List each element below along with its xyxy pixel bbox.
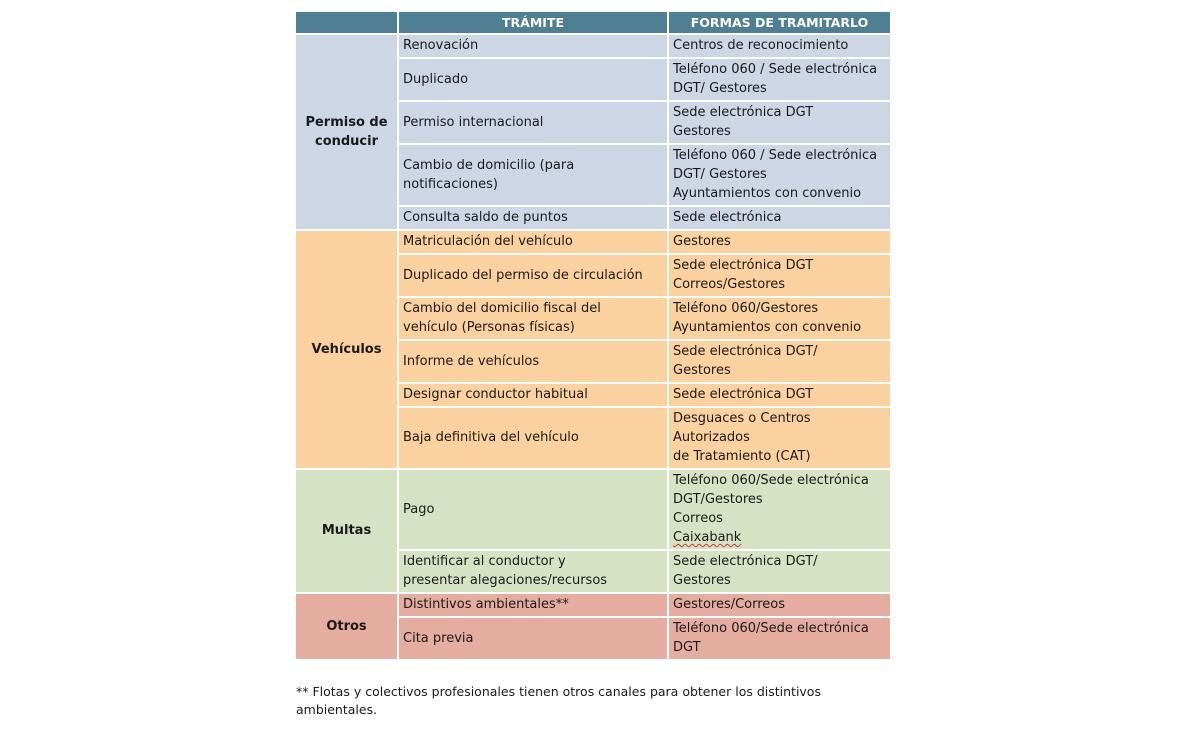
formas-line: Teléfono 060/Sede electrónica [673, 621, 869, 636]
tramite-cell [399, 594, 669, 618]
table-row [296, 470, 890, 551]
tramite-line: Pago [403, 501, 435, 517]
category-line: Permiso de [305, 114, 388, 130]
tramite-line: Baja definitiva del vehículo [403, 430, 579, 445]
formas-cell [669, 618, 890, 661]
header-category [296, 12, 399, 35]
tramite-cell [399, 145, 669, 207]
formas-cell [669, 255, 890, 298]
tramite-line: Consulta saldo de puntos [403, 210, 568, 225]
tramite-line: vehículo (Personas físicas) [403, 320, 575, 335]
tramite-cell [399, 298, 669, 341]
header-tramite: TRÁMITE [399, 12, 669, 35]
tramite-cell [399, 255, 669, 298]
tramite-line: Cambio de domicilio (para [403, 157, 575, 173]
category-line: Multas [321, 523, 372, 538]
formas-cell [669, 384, 890, 408]
formas-line: Autorizados [673, 430, 750, 445]
tramite-cell [399, 618, 669, 661]
tramite-line: Informe de vehículos [403, 353, 540, 369]
table-header-row [296, 12, 890, 35]
formas-cell [669, 102, 890, 145]
tramite-cell [399, 470, 669, 551]
tramite-line: notificaciones) [403, 176, 498, 192]
formas-line: Correos/Gestores [673, 277, 786, 292]
tramite-line: Renovación [403, 38, 479, 53]
formas-line: Sede electrónica DGT [673, 258, 814, 273]
formas-line: Sede electrónica DGT [673, 387, 814, 402]
tramite-cell [399, 102, 669, 145]
tramite-cell [399, 408, 669, 470]
tramite-line: Matriculación del vehículo [403, 234, 573, 249]
formas-line: de Tratamiento (CAT) [673, 449, 811, 464]
formas-cell [669, 408, 890, 470]
formas-line: Desguaces o Centros [673, 411, 811, 426]
formas-line: Gestores/Correos [673, 597, 786, 612]
formas-cell [669, 207, 890, 231]
formas-cell [669, 470, 890, 551]
formas-line: Ayuntamientos con convenio [673, 320, 862, 335]
tramite-line: Cambio del domicilio fiscal del [403, 301, 601, 316]
category-multas [296, 470, 399, 594]
table-row [296, 231, 890, 255]
tramites-table [296, 12, 890, 661]
formas-line: Gestores [673, 124, 731, 139]
tramite-line: presentar alegaciones/recursos [403, 573, 608, 588]
tramite-line: Designar conductor habitual [403, 387, 588, 402]
category-otros [296, 594, 399, 661]
formas-cell [669, 231, 890, 255]
formas-line: Teléfono 060 / Sede electrónica [673, 62, 878, 77]
formas-cell [669, 551, 890, 594]
formas-line: Gestores [673, 363, 731, 378]
tramite-cell [399, 59, 669, 102]
formas-cell [669, 341, 890, 384]
category-line: Otros [326, 618, 367, 634]
category-line: conducir [314, 133, 379, 149]
formas-line: Ayuntamientos con convenio [673, 186, 862, 201]
table-row [296, 35, 890, 59]
category-vehiculos [296, 231, 399, 470]
formas-line: Correos [673, 511, 723, 526]
category-line: Vehículos [311, 341, 382, 357]
formas-line: Teléfono 060/Gestores [673, 301, 819, 316]
tramite-cell [399, 35, 669, 59]
formas-line: Gestores [673, 234, 731, 249]
formas-line: Caixabank [673, 530, 742, 545]
formas-line: DGT/Gestores [673, 492, 763, 507]
tramite-line: Duplicado del permiso de circulación [403, 267, 643, 283]
formas-line: Teléfono 060/Sede electrónica [673, 473, 869, 488]
formas-cell [669, 145, 890, 207]
table-body [296, 35, 890, 661]
formas-line: DGT/ Gestores [673, 81, 767, 96]
formas-line: DGT/ Gestores [673, 167, 767, 182]
formas-line: Sede electrónica [673, 210, 782, 225]
formas-line: Teléfono 060 / Sede electrónica [673, 148, 878, 163]
tramite-line: Duplicado [403, 71, 469, 87]
tramite-line: Identificar al conductor y [403, 554, 566, 569]
formas-line: Sede electrónica DGT/ [673, 344, 818, 359]
formas-cell [669, 298, 890, 341]
footnote: ** Flotas y colectivos profesionales tienen otros canales para obtener los distintivos ambientales. [296, 684, 821, 717]
formas-cell [669, 59, 890, 102]
tramite-line: Permiso internacional [403, 114, 544, 130]
formas-line: DGT [673, 640, 701, 655]
tramite-cell [399, 231, 669, 255]
formas-cell [669, 35, 890, 59]
document [296, 12, 891, 719]
tramite-cell [399, 551, 669, 594]
tramite-line: Distintivos ambientales** [403, 597, 569, 612]
formas-line: Sede electrónica DGT [673, 105, 814, 120]
formas-cell [669, 594, 890, 618]
tramite-cell [399, 384, 669, 408]
header-formas: FORMAS DE TRAMITARLO [669, 12, 890, 35]
formas-line: Gestores [673, 573, 731, 588]
formas-line: Centros de reconocimiento [673, 38, 849, 53]
tramite-cell [399, 341, 669, 384]
tramite-line: Cita previa [403, 630, 474, 646]
category-permiso-de-conducir [296, 35, 399, 231]
tramite-cell [399, 207, 669, 231]
formas-line: Sede electrónica DGT/ [673, 554, 818, 569]
table-row [296, 594, 890, 618]
